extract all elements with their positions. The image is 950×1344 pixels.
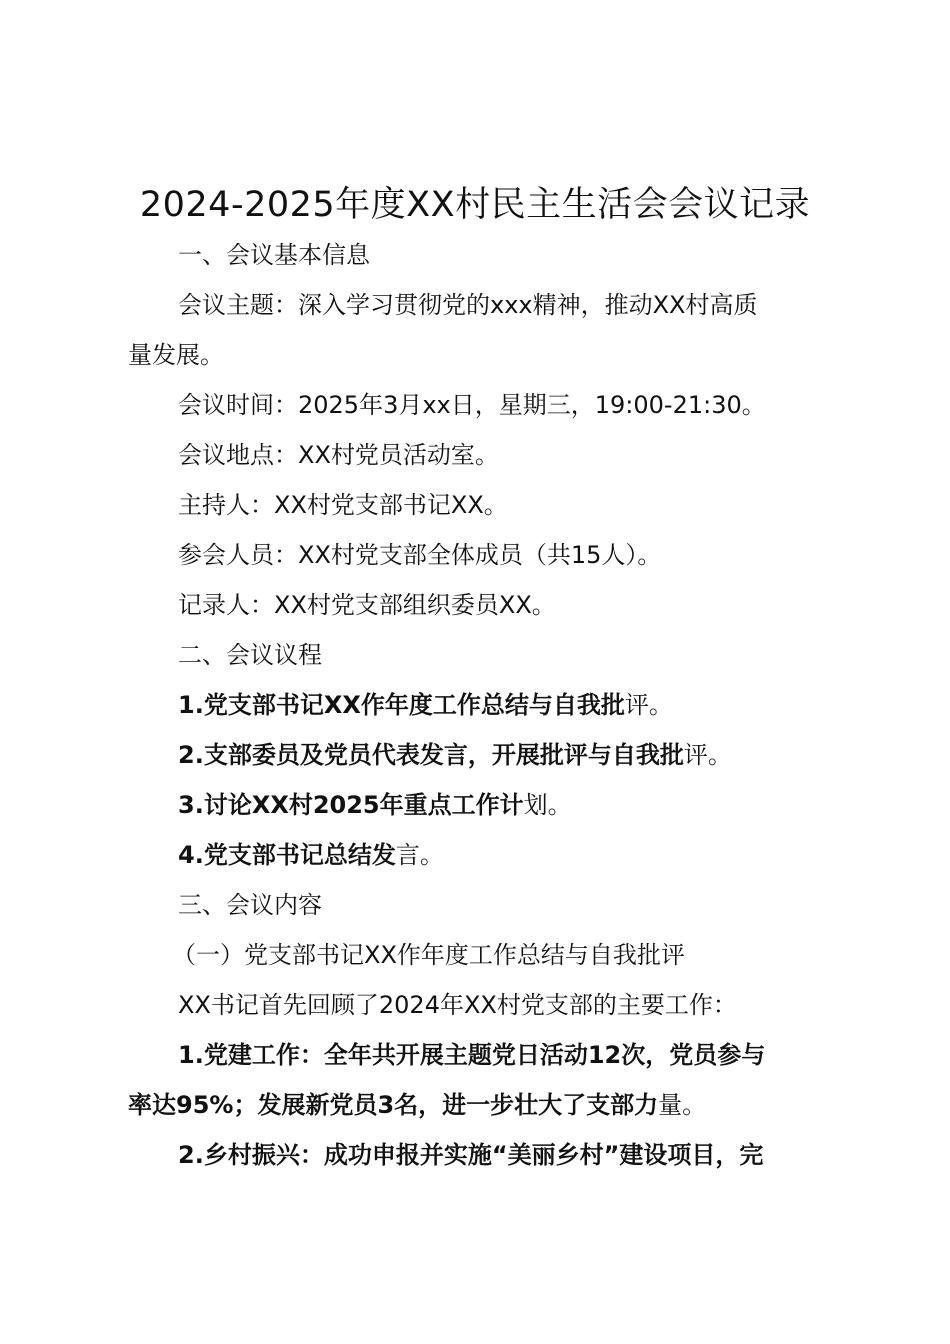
document-title: 2024-2025年度XX村民主生活会会议记录 [139, 185, 811, 225]
subsection-heading-summary: （一）党支部书记XX作年度工作总结与自我批评 [172, 941, 685, 969]
section-heading-basic-info: 一、会议基本信息 [178, 241, 370, 269]
agenda-item [178, 680, 838, 730]
section-heading-agenda: 二、会议议程 [178, 641, 322, 669]
agenda-item-tail: 评。 [683, 741, 732, 769]
work-item-line-tail: 量。 [658, 1091, 707, 1119]
agenda-item-tail: 评。 [624, 691, 673, 719]
work-item-party-building-line-1: 1.党建工作：全年共开展主题党日活动12次，党员参与 [178, 1041, 766, 1069]
summary-intro: XX书记首先回顾了2024年XX村党支部的主要工作： [178, 991, 737, 1019]
work-item-party-building-line-2 [128, 1080, 838, 1130]
meeting-recorder: 记录人：XX村党支部组织委员XX。 [178, 591, 556, 619]
agenda-item-bold: 2.支部委员及党员代表发言，开展批评与自我批 [178, 741, 684, 769]
meeting-theme-line-1: 会议主题：深入学习贯彻党的xxx精神，推动XX村高质 [178, 291, 758, 319]
agenda-item-tail: 言。 [395, 841, 444, 869]
meeting-theme-line-2: 量发展。 [128, 341, 224, 369]
agenda-item-bold: 1.党支部书记XX作年度工作总结与自我批 [178, 691, 625, 719]
meeting-place: 会议地点：XX村党员活动室。 [178, 441, 499, 469]
agenda-item [178, 830, 838, 880]
agenda-item-bold: 3.讨论XX村2025年重点工作计 [178, 791, 524, 819]
work-item-rural-revitalization-line-1: 2.乡村振兴：成功申报并实施“美丽乡村”建设项目，完 [178, 1141, 764, 1169]
agenda-item-tail: 划。 [523, 791, 572, 819]
meeting-host: 主持人：XX村党支部书记XX。 [178, 491, 508, 519]
agenda-item-bold: 4.党支部书记总结发 [178, 841, 396, 869]
agenda-item [178, 730, 838, 780]
section-heading-content: 三、会议内容 [178, 891, 322, 919]
agenda-item [178, 780, 838, 830]
work-item-line-bold: 率达95%；发展新党员3名，进一步壮大了支部力 [128, 1091, 659, 1119]
meeting-attendees: 参会人员：XX村党支部全体成员（共15人）。 [178, 541, 662, 569]
meeting-time: 会议时间：2025年3月xx日，星期三，19:00-21:30。 [178, 391, 766, 419]
